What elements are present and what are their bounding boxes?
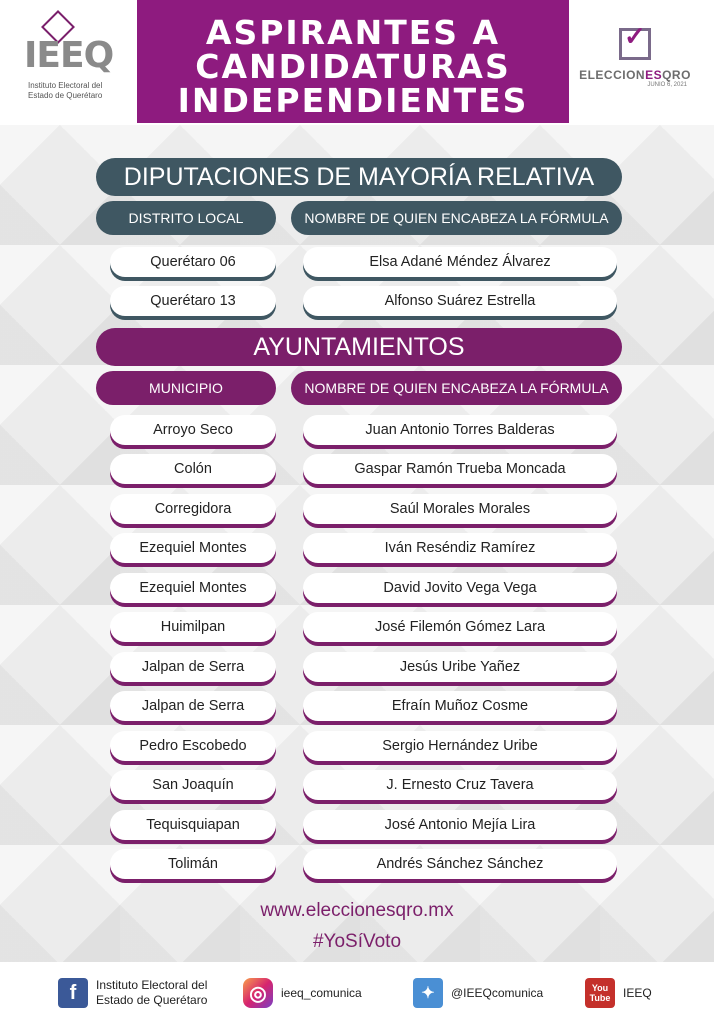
candidate-name-cell: J. Ernesto Cruz Tavera xyxy=(303,770,617,800)
municipality-cell: Pedro Escobedo xyxy=(110,731,276,761)
ayuntamientos-col-name: NOMBRE DE QUIEN ENCABEZA LA FÓRMULA xyxy=(291,371,622,405)
municipality-cell: San Joaquín xyxy=(110,770,276,800)
ballot-check-icon: ✓ xyxy=(619,28,651,60)
youtube-icon xyxy=(585,978,615,1008)
twitter-icon: ✦ xyxy=(413,978,443,1008)
brand-name-part-3: QRO xyxy=(662,68,691,82)
page-title-line-3: INDEPENDIENTES xyxy=(177,81,529,120)
candidate-name-cell: David Jovito Vega Vega xyxy=(303,573,617,603)
facebook-link[interactable] xyxy=(58,976,207,1010)
municipality-cell: Jalpan de Serra xyxy=(110,652,276,682)
municipality-cell: Arroyo Seco xyxy=(110,415,276,445)
elecciones-qro-logo xyxy=(575,21,695,108)
election-date: JUNIO 6, 2021 xyxy=(647,82,687,88)
ieeq-logo-acronym: IEEQ xyxy=(24,35,114,76)
candidate-name-cell: Gaspar Ramón Trueba Moncada xyxy=(303,454,617,484)
diputaciones-district-cell: Querétaro 13 xyxy=(110,286,276,316)
ieeq-logo xyxy=(24,15,124,105)
municipality-cell: Ezequiel Montes xyxy=(110,573,276,603)
brand-name xyxy=(575,68,695,82)
diputaciones-col-district: DISTRITO LOCAL xyxy=(96,201,276,235)
municipality-cell: Jalpan de Serra xyxy=(110,691,276,721)
municipality-cell: Corregidora xyxy=(110,494,276,524)
candidate-name-cell: José Filemón Gómez Lara xyxy=(303,612,617,642)
youtube-icon-glyph-2: Tube xyxy=(589,993,611,1003)
candidate-name-cell: Juan Antonio Torres Balderas xyxy=(303,415,617,445)
candidate-name-cell: Efraín Muñoz Cosme xyxy=(303,691,617,721)
youtube-link[interactable] xyxy=(585,976,652,1010)
header xyxy=(0,0,714,125)
ieeq-logo-subtitle xyxy=(28,81,102,101)
candidate-name-cell: Sergio Hernández Uribe xyxy=(303,731,617,761)
brand-name-part-2: ES xyxy=(645,68,663,82)
municipality-cell: Colón xyxy=(110,454,276,484)
candidate-name-cell: José Antonio Mejía Lira xyxy=(303,810,617,840)
page-title xyxy=(137,0,569,123)
footer xyxy=(0,962,714,1024)
diputaciones-district-cell: Querétaro 06 xyxy=(110,247,276,277)
brand-name-part-1: ELECCION xyxy=(579,68,646,82)
municipality-cell: Tolimán xyxy=(110,849,276,879)
ieeq-logo-subtitle-line-1: Instituto Electoral del xyxy=(28,81,103,90)
ayuntamientos-section-title: AYUNTAMIENTOS xyxy=(96,328,622,366)
candidate-name-cell: Saúl Morales Morales xyxy=(303,494,617,524)
facebook-label xyxy=(96,978,207,1008)
municipality-cell: Huimilpan xyxy=(110,612,276,642)
municipality-cell: Ezequiel Montes xyxy=(110,533,276,563)
page-title-line-2: CANDIDATURAS xyxy=(195,47,511,86)
diputaciones-name-cell: Elsa Adané Méndez Álvarez xyxy=(303,247,617,277)
diputaciones-col-name: NOMBRE DE QUIEN ENCABEZA LA FÓRMULA xyxy=(291,201,622,235)
youtube-icon-glyph-1: You xyxy=(591,983,609,993)
instagram-link[interactable] xyxy=(243,976,362,1010)
facebook-icon: f xyxy=(58,978,88,1008)
instagram-label: ieeq_comunica xyxy=(281,985,362,1000)
candidate-name-cell: Iván Reséndiz Ramírez xyxy=(303,533,617,563)
facebook-label-line-2: Estado de Querétaro xyxy=(96,993,208,1007)
diputaciones-name-cell: Alfonso Suárez Estrella xyxy=(303,286,617,316)
municipality-cell: Tequisquiapan xyxy=(110,810,276,840)
instagram-icon: ◎ xyxy=(243,978,273,1008)
ieeq-logo-subtitle-line-2: Estado de Querétaro xyxy=(28,91,103,100)
candidate-name-cell: Jesús Uribe Yañez xyxy=(303,652,617,682)
diputaciones-section-title: DIPUTACIONES DE MAYORÍA RELATIVA xyxy=(96,158,622,196)
website-link[interactable]: www.eleccionesqro.mx xyxy=(260,900,454,921)
ayuntamientos-col-municipality: MUNICIPIO xyxy=(96,371,276,405)
youtube-label: IEEQ xyxy=(623,985,652,1000)
twitter-link[interactable] xyxy=(413,976,543,1010)
page-title-line-1: ASPIRANTES A xyxy=(205,13,501,52)
facebook-label-line-1: Instituto Electoral del xyxy=(96,978,208,992)
candidate-name-cell: Andrés Sánchez Sánchez xyxy=(303,849,617,879)
twitter-label: @IEEQcomunica xyxy=(451,985,544,1000)
hashtag: #YoSíVoto xyxy=(312,931,402,952)
